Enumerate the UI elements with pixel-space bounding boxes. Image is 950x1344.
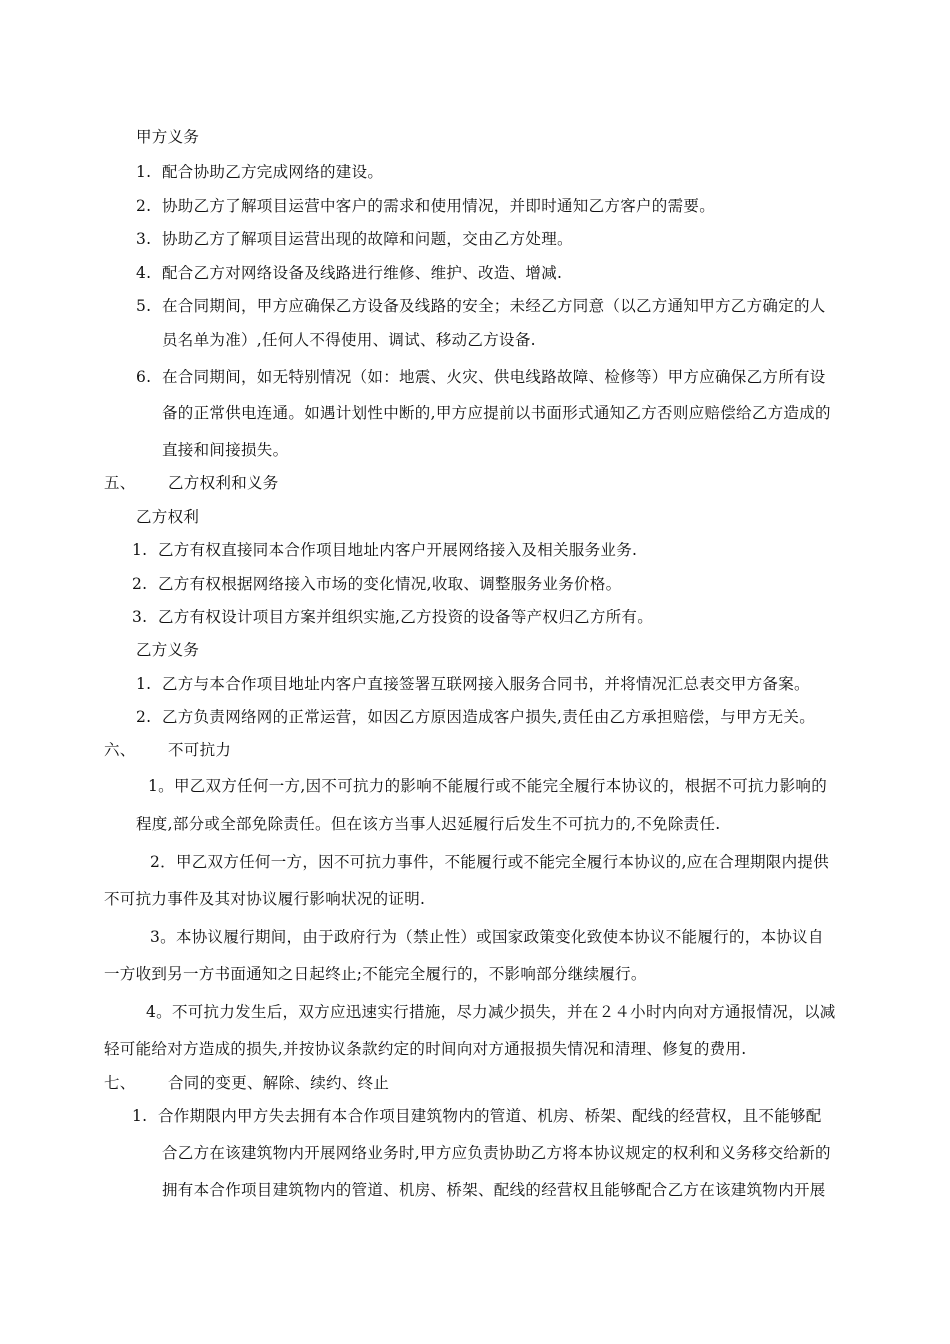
item-number: 2. — [136, 708, 152, 726]
force-majeure-para-4-cont: 轻可能给对方造成的损失,并按协议条款约定的时间向对方通报损失情况和清理、修复的费用. — [104, 1040, 747, 1058]
item-text: 乙方有权直接同本合作项目地址内客户开展网络接入及相关服务业务. — [158, 541, 638, 559]
item-number: 1. — [132, 1107, 148, 1125]
party-b-obligation-1 — [136, 674, 810, 694]
party-a-item-6-cont-2: 直接和间接损失。 — [162, 441, 289, 459]
party-b-right-2 — [132, 574, 621, 594]
party-b-obligation-2 — [136, 707, 815, 727]
item-text: 乙方与本合作项目地址内客户直接签署互联网接入服务合同书，并将情况汇总表交甲方备案。 — [162, 675, 810, 693]
item-number: 3. — [136, 230, 152, 248]
item-text: 协助乙方了解项目运营中客户的需求和使用情况，并即时通知乙方客户的需要。 — [162, 197, 716, 215]
party-a-item-6 — [136, 367, 826, 387]
contract-change-item-1 — [132, 1106, 822, 1126]
party-a-item-3 — [136, 229, 573, 249]
item-number: 6. — [136, 368, 152, 386]
party-a-item-5 — [136, 296, 826, 316]
item-text: 配合协助乙方完成网络的建设。 — [162, 163, 384, 181]
item-text: 乙方负责网络网的正常运营，如因乙方原因造成客户损失,责任由乙方承担赔偿，与甲方无关。 — [162, 708, 816, 726]
force-majeure-para-3: 3。本协议履行期间，由于政府行为（禁止性）或国家政策变化致使本协议不能履行的，本协议自 — [150, 928, 824, 946]
item-number: 2. — [136, 197, 152, 215]
force-majeure-para-3-cont: 一方收到另一方书面通知之日起终止;不能完全履行的，不影响部分继续履行。 — [104, 965, 647, 983]
item-number: 4. — [136, 264, 152, 282]
item-number: 2. — [132, 575, 148, 593]
item-text: 在合同期间，如无特别情况（如：地震、火灾、供电线路故障、检修等）甲方应确保乙方所有设 — [162, 368, 826, 386]
item-text: 乙方有权设计项目方案并组织实施,乙方投资的设备等产权归乙方所有。 — [158, 608, 654, 626]
party-b-right-1 — [132, 540, 637, 560]
item-number: 3. — [132, 608, 148, 626]
force-majeure-para-4: 4。不可抗力发生后，双方应迅速实行措施，尽力减少损失，并在２４小时内向对方通报情况，以减 — [146, 1003, 836, 1021]
section-6-heading — [104, 740, 231, 760]
item-text: 配合乙方对网络设备及线路进行维修、维护、改造、增减. — [162, 264, 563, 282]
item-number: 5. — [136, 297, 152, 315]
party-a-obligations-heading: 甲方义务 — [136, 128, 200, 146]
item-text: 在合同期间，甲方应确保乙方设备及线路的安全；未经乙方同意（以乙方通知甲方乙方确定的人 — [162, 297, 826, 315]
party-a-item-4 — [136, 263, 562, 283]
section-title: 不可抗力 — [168, 741, 232, 759]
force-majeure-para-1: 1。甲乙双方任何一方,因不可抗力的影响不能履行或不能完全履行本协议的，根据不可抗力影响的 — [148, 777, 827, 795]
section-number: 五、 — [104, 474, 136, 492]
section-number: 六、 — [104, 741, 136, 759]
item-text: 乙方有权根据网络接入市场的变化情况,收取、调整服务业务价格。 — [158, 575, 622, 593]
item-number: 1. — [132, 541, 148, 559]
section-number: 七、 — [104, 1074, 136, 1092]
section-title: 合同的变更、解除、续约、终止 — [168, 1074, 390, 1092]
party-a-item-5-cont: 员名单为准）,任何人不得使用、调试、移动乙方设备. — [162, 331, 536, 349]
party-b-rights-heading: 乙方权利 — [136, 508, 200, 526]
force-majeure-para-2-cont: 不可抗力事件及其对协议履行影响状况的证明. — [104, 890, 426, 908]
section-7-heading — [104, 1073, 389, 1093]
party-a-item-2 — [136, 196, 715, 216]
force-majeure-para-1-cont: 程度,部分或全部免除责任。但在该方当事人迟延履行后发生不可抗力的,不免除责任. — [136, 815, 721, 833]
contract-change-item-1-cont-1: 合乙方在该建筑物内开展网络业务时,甲方应负责协助乙方将本协议规定的权利和义务移交给新的 — [162, 1144, 831, 1162]
party-a-item-6-cont-1: 备的正常供电连通。如遇计划性中断的,甲方应提前以书面形式通知乙方否则应赔偿给乙方造成的 — [162, 404, 831, 422]
contract-change-item-1-cont-2: 拥有本合作项目建筑物内的管道、机房、桥架、配线的经营权且能够配合乙方在该建筑物内开展 — [162, 1181, 826, 1199]
party-b-obligations-heading: 乙方义务 — [136, 641, 200, 659]
force-majeure-para-2: 2．甲乙双方任何一方，因不可抗力事件，不能履行或不能完全履行本协议的,应在合理期限内提供 — [150, 853, 829, 871]
section-title: 乙方权利和义务 — [168, 474, 279, 492]
item-number: 1. — [136, 163, 152, 181]
section-5-heading — [104, 473, 279, 493]
party-b-right-3 — [132, 607, 653, 627]
item-text: 协助乙方了解项目运营出现的故障和问题，交由乙方处理。 — [162, 230, 573, 248]
party-a-item-1 — [136, 162, 383, 182]
item-text: 合作期限内甲方失去拥有本合作项目建筑物内的管道、机房、桥架、配线的经营权，且不能够配 — [158, 1107, 822, 1125]
item-number: 1. — [136, 675, 152, 693]
